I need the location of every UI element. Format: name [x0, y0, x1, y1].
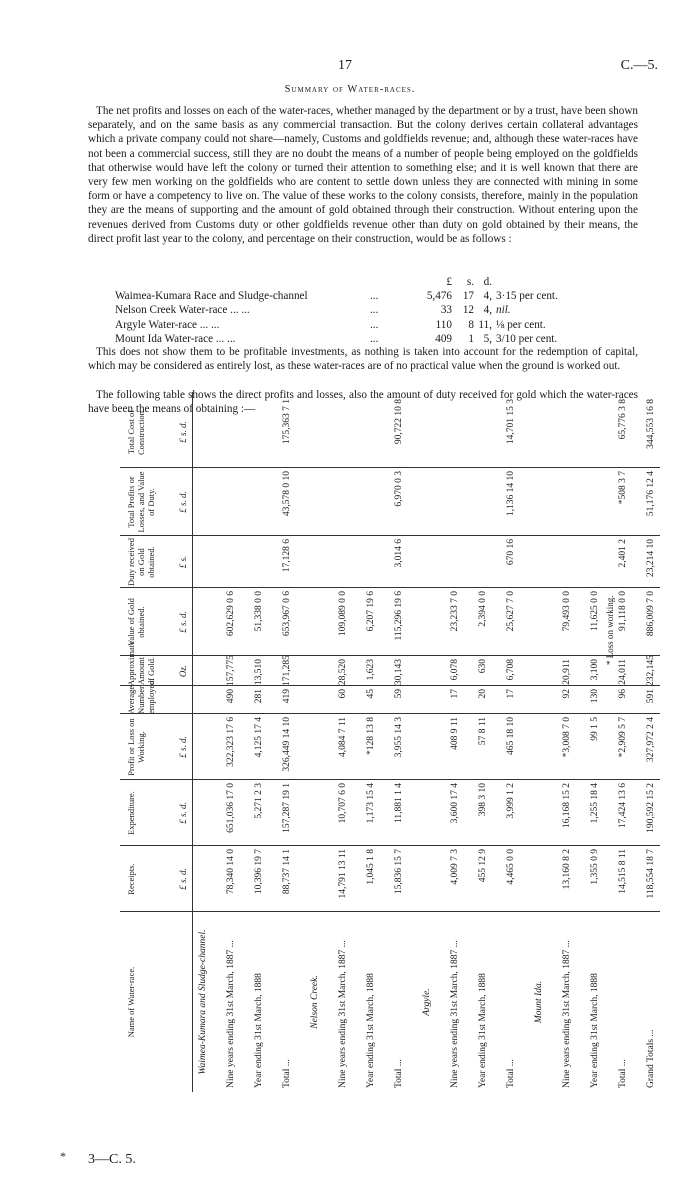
section-title: Summary of Water-races.	[284, 84, 416, 95]
table-cell: 17	[450, 689, 460, 699]
table-cell: 90,722 10 8	[394, 399, 404, 445]
table-cell: 6,708	[506, 659, 516, 681]
table-column-header: Total Cost of Construction.	[126, 408, 146, 456]
table-cell: 14,515 8 11	[618, 849, 628, 894]
table-cell: 109,089 0 0	[338, 591, 348, 637]
table-cell: 16,168 15 2	[562, 783, 572, 829]
table-cell: 1,623	[366, 659, 376, 681]
table-cell: 419	[282, 689, 292, 704]
table-cell: 4,084 7 11	[338, 717, 348, 758]
table-cell: 326,449 14 10	[282, 717, 292, 772]
race-name: Waimea-Kumara Race and Sludge-channel	[115, 290, 308, 303]
column-rule	[120, 713, 660, 714]
table-row-label: Total ...	[506, 1059, 516, 1088]
table-cell: 398 3 10	[478, 783, 488, 817]
table-cell: 115,296 19 6	[394, 591, 404, 641]
table-cell: 4,009 7 3	[450, 849, 460, 885]
table-row-label: Total ...	[618, 1059, 628, 1088]
paragraph-intro: The net profits and losses on each of the water-races, whether managed by the department or by a trust, have been shown separately, and on the same basis as any commercial transaction. But the colony derives certain collateral advantages which a private company could not share—namely, Customs and goldfields revenue; and, although these water-races have not been a commercial success, still they are no doubt the means of a number of people being employed on the goldfields that otherwise would have left the colony or turned their attention to something else; and it is well known that there are very few men working on the goldfields who are content to settle down unless they are connected with mining in some form or have a competency to live on. The value of these works to the colony consists, therefore, mainly in the population they are the means of supporting and the amount of gold obtained through their construction. Without entering upon the revenues derived from Customs duty or other goldfields revenue other than duty on gold obtained by their means, the direct profit last year to the colony, and percentage on their construction, would be as follows :	[88, 105, 638, 245]
table-cell: 6,970 0 3	[394, 471, 404, 507]
table-column-unit: £ s.	[178, 555, 188, 569]
table-cell: 6,078	[450, 659, 460, 681]
pence: 4,	[483, 290, 492, 303]
leader-dots: ...	[370, 318, 379, 331]
race-name: Nelson Creek Water-race ... ...	[115, 304, 250, 317]
table-row-label: Nelson Creek.	[310, 975, 320, 1029]
table-row-label: Nine years ending 31st March, 1887 ...	[338, 940, 348, 1088]
column-rule	[120, 685, 660, 686]
table-cell: 15,836 15 7	[394, 849, 404, 895]
table-cell: 25,627 7 0	[506, 591, 516, 632]
pounds: 110	[435, 318, 452, 331]
table-column-unit: £ s. d.	[178, 421, 188, 443]
table-cell: 670 16	[506, 539, 516, 566]
leader-dots: ...	[370, 304, 379, 317]
table-cell: 2,394 0 0	[478, 591, 488, 627]
table-column-header: Average Number employed.	[126, 678, 156, 714]
profit-list-row	[115, 289, 558, 303]
column-rule	[120, 467, 660, 468]
table-cell: 1,355 0 9	[590, 849, 600, 885]
table-cell: 10,707 6 0	[338, 783, 348, 824]
table-cell: 157,287 19 1	[282, 783, 292, 833]
table-cell: 14,791 13 11	[338, 849, 348, 899]
shillings: 1	[468, 332, 474, 345]
table-cell: 175,363 7 1	[282, 399, 292, 445]
table-cell: 157,775	[226, 655, 236, 686]
table-column-header: Profit or Loss on Working.	[126, 718, 146, 776]
table-cell: 190,592 15 2	[646, 783, 656, 833]
table-cell: 11,881 1 4	[394, 783, 404, 824]
table-cell: *2,909 5 7	[618, 717, 628, 758]
table-cell: 3,014 6	[394, 539, 404, 568]
table-row-label: Nine years ending 31st March, 1887 ...	[226, 940, 236, 1088]
column-rule	[120, 779, 660, 780]
table-cell: 20	[478, 689, 488, 699]
pounds: 5,476	[426, 290, 452, 303]
table-cell: 78,340 14 0	[226, 849, 236, 895]
profit-list-row	[115, 332, 558, 346]
table-column-header: Approximate Amount of Gold.	[126, 641, 156, 686]
table-cell: 92	[562, 689, 572, 699]
table-cell: 3,955 14 3	[394, 717, 404, 758]
pounds: 409	[435, 332, 452, 345]
table-cell: 130	[590, 689, 600, 704]
percentage: ⅛ per cent.	[496, 318, 546, 331]
table-cell: 51,338 0 0	[254, 591, 264, 632]
footer-reference: 3—C. 5.	[88, 1152, 136, 1167]
table-column-unit: £ s. d.	[178, 491, 188, 513]
table-cell: 2,401 2	[618, 539, 628, 568]
profit-list-row	[115, 303, 558, 317]
profit-list	[115, 275, 558, 346]
table-cell: 45	[366, 689, 376, 699]
table-row-label: Mount Ida.	[534, 980, 544, 1024]
table-cell: 1,045 1 8	[366, 849, 376, 885]
table-cell: 327,972 2 4	[646, 717, 656, 763]
table-cell: 1,136 14 10	[506, 471, 516, 517]
percentage: nil.	[496, 304, 511, 317]
shillings: 17	[462, 290, 474, 303]
table-column-header: Expenditure.	[126, 791, 136, 835]
table-cell: 17,128 6	[282, 539, 292, 573]
table-column-header: Name of Water-race.	[126, 966, 136, 1038]
table-cell: 1,173 15 4	[366, 783, 376, 824]
paragraph-redemption: This does not show them to be profitable investments, as nothing is taken into account for the redemption of capital, which may be considered as entirely lost, as these water-races are of no practical value when the ground is worked out.	[88, 346, 638, 373]
table-cell: 3,100	[590, 659, 600, 681]
table-footnote: * Loss on working.	[605, 595, 615, 665]
page-number: 17	[338, 58, 352, 73]
table-cell: 10,396 19 7	[254, 849, 264, 895]
table-cell: 408 9 11	[450, 717, 460, 750]
table-cell: 1,255 18 4	[590, 783, 600, 824]
table-row-label: Argyle.	[422, 988, 432, 1016]
table-cell: 118,554 18 7	[646, 849, 656, 899]
table-cell: 17,424 13 6	[618, 783, 628, 829]
pounds: 33	[440, 304, 452, 317]
table-cell: 3,999 1 2	[506, 783, 516, 819]
table-cell: 88,737 14 1	[282, 849, 292, 895]
table-cell: 20,911	[562, 659, 572, 685]
table-cell: 455 12 9	[478, 849, 488, 883]
profit-list-row	[115, 318, 558, 332]
table-cell: 281	[254, 689, 264, 704]
table-row-label: Waimea-Kumara and Sludge-channel.	[198, 929, 208, 1075]
table-cell: 23,233 7 0	[450, 591, 460, 632]
shilling-header: s.	[466, 276, 474, 288]
shillings: 12	[462, 304, 474, 317]
race-name: Argyle Water-race ... ...	[115, 318, 220, 331]
table-cell: 602,629 0 6	[226, 591, 236, 637]
table-row-label: Total ...	[394, 1059, 404, 1088]
percentage: 3·15 per cent.	[496, 290, 558, 303]
table-column-unit: £ s. d.	[178, 868, 188, 890]
table-cell: 57 8 11	[478, 717, 488, 746]
table-cell: 11,625 0 0	[590, 591, 600, 632]
rotated-summary-table	[120, 392, 660, 1092]
table-cell: 465 18 10	[506, 717, 516, 755]
table-cell: 171,285	[282, 655, 292, 686]
table-cell: 591	[646, 689, 656, 704]
table-cell: 322,323 17 6	[226, 717, 236, 767]
table-cell: *508 3 7	[618, 471, 628, 505]
column-rule	[120, 655, 660, 656]
table-cell: 96	[618, 689, 628, 699]
paragraph-table-intro: The following table shows the direct profits and losses, also the amount of duty received for gold which the water-races have been the means of obtaining :—	[88, 389, 638, 416]
page-reference: C.—5.	[620, 58, 658, 73]
table-cell: 344,553 16 8	[646, 399, 656, 449]
table-column-header: Duty received on Gold obtained.	[126, 538, 156, 586]
table-cell: 4,465 0 0	[506, 849, 516, 885]
leader-dots: ...	[370, 332, 379, 345]
header-rule	[192, 392, 193, 1092]
profit-list-header	[115, 275, 558, 289]
table-cell: 24,011	[618, 659, 628, 685]
table-cell: 91,118 0 0	[618, 591, 628, 632]
table-cell: 651,036 17 0	[226, 783, 236, 833]
table-cell: 43,578 0 10	[282, 471, 292, 517]
table-column-header: Receipts.	[126, 863, 136, 895]
table-cell: 65,776 3 8	[618, 399, 628, 440]
table-row-label: Total ...	[282, 1059, 292, 1088]
pound-header: £	[446, 276, 452, 288]
pence: 5,	[483, 332, 492, 345]
table-cell: *3,008 7 0	[562, 717, 572, 758]
table-row-label: Grand Totals ...	[646, 1029, 656, 1088]
table-cell: 653,967 0 6	[282, 591, 292, 637]
table-cell: 4,125 17 4	[254, 717, 264, 758]
column-rule	[120, 535, 660, 536]
table-cell: 59	[394, 689, 404, 699]
table-row-label: Year ending 31st March, 1888	[478, 973, 488, 1088]
table-column-header: Value of Gold obtained.	[126, 598, 146, 646]
table-cell: 51,176 12 4	[646, 471, 656, 517]
table-row-label: Year ending 31st March, 1888	[254, 973, 264, 1088]
table-cell: 886,009 7 0	[646, 591, 656, 637]
table-cell: 23,214 10	[646, 539, 656, 577]
leader-dots: ...	[370, 290, 379, 303]
table-row-label: Nine years ending 31st March, 1887 ...	[562, 940, 572, 1088]
column-rule	[120, 587, 660, 588]
table-cell: 13,160 8 2	[562, 849, 572, 890]
table-column-header: Total Profits or Losses, and Value of Duty.	[126, 471, 156, 533]
table-cell: 6,207 19 6	[366, 591, 376, 632]
table-row-label: Nine years ending 31st March, 1887 ...	[450, 940, 460, 1088]
table-cell: 60	[338, 689, 348, 699]
table-cell: 14,701 15 3	[506, 399, 516, 445]
table-column-unit: £ s. d.	[178, 736, 188, 758]
table-cell: 17	[506, 689, 516, 699]
column-rule	[120, 911, 660, 912]
table-cell: 30,143	[394, 659, 404, 686]
pence: 11,	[478, 318, 492, 331]
table-cell: 3,600 17 4	[450, 783, 460, 824]
table-cell: 490	[226, 689, 236, 704]
table-cell: 99 1 5	[590, 717, 600, 741]
table-cell: 232,145	[646, 655, 656, 686]
table-cell: 5,271 2 3	[254, 783, 264, 819]
table-row-label: Year ending 31st March, 1888	[590, 973, 600, 1088]
table-row-label: Year ending 31st March, 1888	[366, 973, 376, 1088]
percentage: 3/10 per cent.	[496, 332, 558, 345]
shillings: 8	[468, 318, 474, 331]
table-column-unit: £ s. d.	[178, 611, 188, 633]
column-rule	[120, 845, 660, 846]
table-cell: 79,493 0 0	[562, 591, 572, 632]
table-cell: *128 13 8	[366, 717, 376, 755]
pence: 4,	[483, 304, 492, 317]
table-column-unit: Oz.	[178, 664, 188, 678]
footer-asterisk: *	[60, 1149, 66, 1163]
table-cell: 28,520	[338, 659, 348, 686]
pence-header: d.	[483, 276, 492, 288]
table-column-unit: £ s. d.	[178, 802, 188, 824]
race-name: Mount Ida Water-race ... ...	[115, 332, 236, 345]
table-cell: 13,510	[254, 659, 264, 686]
table-cell: 630	[478, 659, 488, 674]
